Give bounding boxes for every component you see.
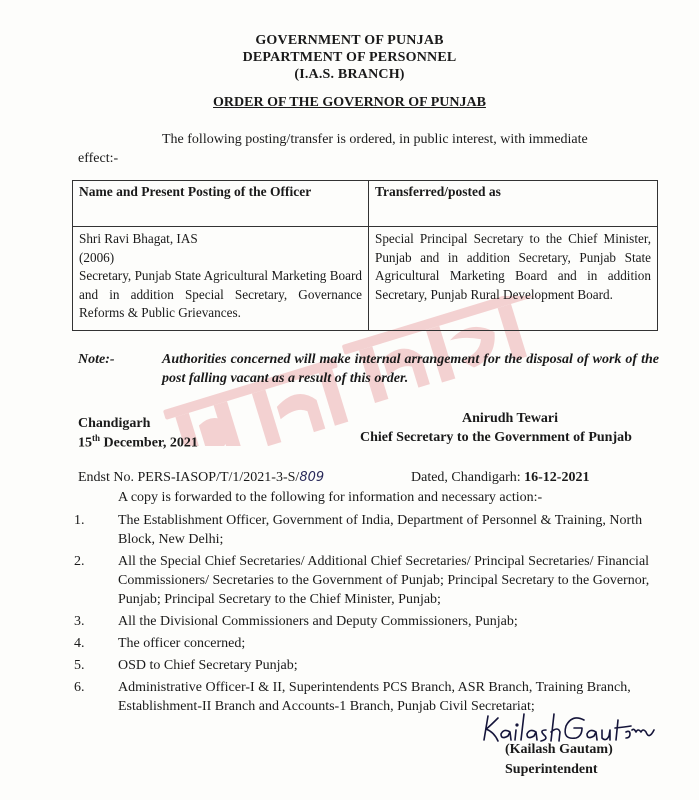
list-item-number: 6. bbox=[74, 680, 85, 695]
col-header-present-posting: Name and Present Posting of the Officer bbox=[73, 181, 369, 227]
header-government: GOVERNMENT OF PUNJAB bbox=[255, 33, 444, 48]
table-header-row bbox=[73, 181, 658, 227]
issue-date-month-year: December, 2021 bbox=[100, 435, 198, 451]
copy-forwarded-line: A copy is forwarded to the following for information and necessary action:- bbox=[118, 490, 543, 505]
list-item-number: 5. bbox=[74, 658, 85, 673]
list-item-text: The officer concerned; bbox=[118, 636, 246, 651]
list-item bbox=[74, 634, 664, 653]
endorsement-handwritten-number: 809 bbox=[299, 470, 325, 485]
signer-name: Anirudh Tewari bbox=[461, 411, 559, 426]
endorsement-number bbox=[78, 470, 324, 486]
issue-date bbox=[78, 433, 198, 452]
table-row bbox=[73, 227, 658, 331]
cell-transferred-as: Special Principal Secretary to the Chief Minister, Punjab and in addition Secretary, Punjab State Agricultural Marketing Board and in addition Secretary, Punjab Rural Development Board. bbox=[369, 227, 658, 331]
list-item-number: 1. bbox=[74, 513, 85, 528]
signatory-designation: Superintendent bbox=[505, 762, 598, 777]
list-item bbox=[74, 656, 664, 675]
col-header-transferred-as: Transferred/posted as bbox=[369, 181, 658, 227]
endorsement-dated bbox=[411, 470, 589, 486]
note-label: Note:- bbox=[78, 352, 115, 367]
dated-label: Dated, Chandigarh: bbox=[411, 470, 525, 485]
intro-line-1: The following posting/transfer is ordered, in public interest, with immediate bbox=[162, 132, 588, 147]
list-item-text: All the Divisional Commissioners and Deputy Commissioners, Punjab; bbox=[118, 614, 518, 629]
list-item bbox=[74, 552, 664, 609]
list-item-text: OSD to Chief Secretary Punjab; bbox=[118, 658, 298, 673]
header-branch: (I.A.S. BRANCH) bbox=[294, 67, 405, 82]
officer-batch: (2006) bbox=[79, 249, 115, 265]
intro-paragraph bbox=[78, 130, 660, 168]
issue-date-suffix: th bbox=[92, 433, 101, 443]
posting-table bbox=[72, 180, 658, 331]
issue-place: Chandigarh bbox=[78, 416, 151, 431]
present-posting: Secretary, Punjab State Agricultural Marketing Board and in addition Special Secretary, Governance Reforms & Public Grievances. bbox=[79, 268, 362, 320]
list-item-text: Administrative Officer-I & II, Superintendents PCS Branch, ASR Branch, Training Branch, Establishment-II Branch and Accounts-1 Branch, Punjab Civil Secretariat; bbox=[118, 680, 631, 714]
intro-line-2: effect:- bbox=[78, 151, 119, 166]
cell-officer-details bbox=[73, 227, 369, 331]
dated-value: 16-12-2021 bbox=[524, 470, 590, 485]
signer-designation: Chief Secretary to the Government of Punjab bbox=[360, 430, 632, 445]
officer-name: Shri Ravi Bhagat, IAS bbox=[79, 231, 198, 246]
list-item-number: 3. bbox=[74, 614, 85, 629]
issue-date-day: 15 bbox=[78, 435, 92, 451]
list-item-number: 2. bbox=[74, 554, 85, 569]
endorsement-prefix: Endst No. PERS-IASOP/T/1/2021-3-S/ bbox=[78, 470, 300, 485]
list-item-number: 4. bbox=[74, 636, 85, 651]
signatory-name: (Kailash Gautam) bbox=[505, 742, 613, 757]
order-title: ORDER OF THE GOVERNOR OF PUNJAB bbox=[213, 95, 486, 110]
list-item-text: All the Special Chief Secretaries/ Additional Chief Secretaries/ Principal Secretaries/ Financial Commissioners/ Secretaries to the Government of Punjab; Principal Secretary to the Governor, Punjab; Principal Secretary to the Chief Minister, Punjab; bbox=[118, 554, 650, 607]
list-item bbox=[74, 612, 664, 631]
recipient-list bbox=[74, 511, 664, 719]
header-department: DEPARTMENT OF PERSONNEL bbox=[242, 50, 457, 65]
list-item-text: The Establishment Officer, Government of India, Department of Personnel & Training, North Block, New Delhi; bbox=[118, 513, 643, 547]
list-item bbox=[74, 511, 664, 549]
note-text: Authorities concerned will make internal arrangement for the disposal of work of the post falling vacant as a result of this order. bbox=[162, 352, 659, 386]
